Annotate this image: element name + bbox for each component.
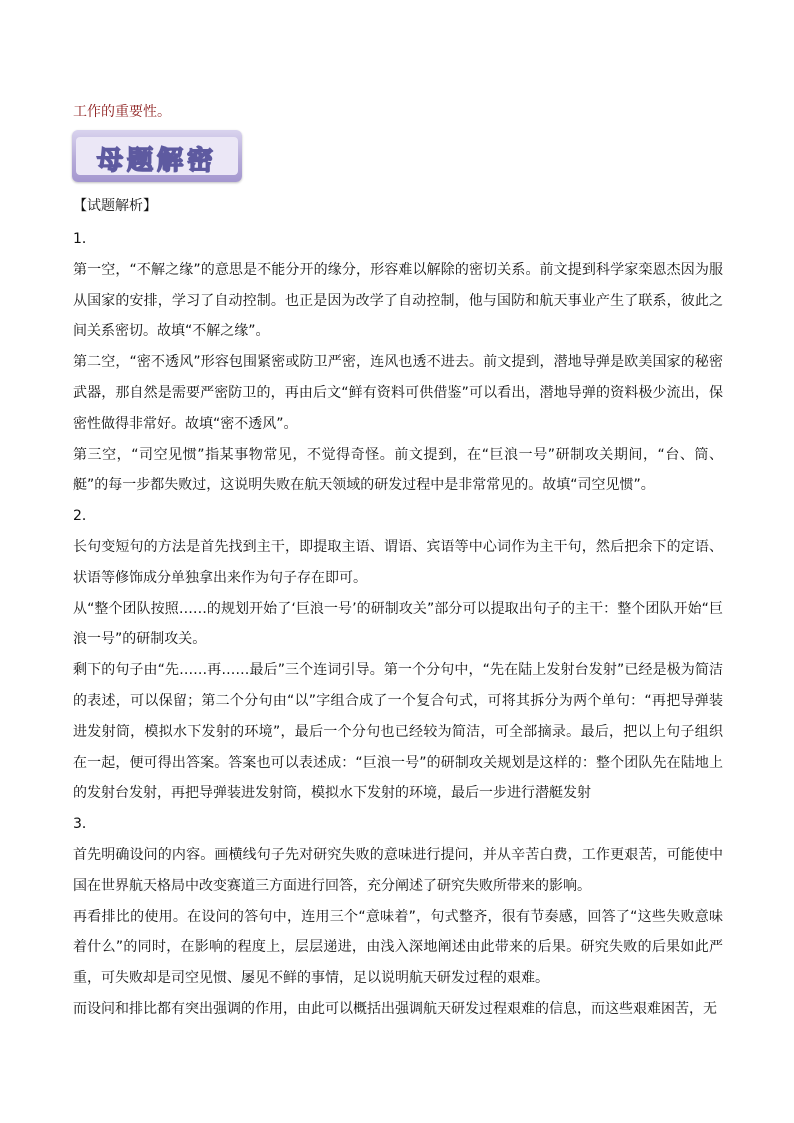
paragraph-1-2: 第二空，“密不透风”形容包围紧密或防卫严密，连风也透不进去。前文提到，潜地导弹是欧美国家的秘密武器，那自然是需要严密防卫的，再由后文“鲜有资料可供借鉴”可以看出，潜地导弹的资料极少流出，保密性做得非常好。故填“密不透风”。 [73, 354, 723, 432]
paragraph-2-1: 长句变短句的方法是首先找到主干，即提取主语、谓语、宾语等中心词作为主干句，然后把余下的定语、状语等修饰成分单独拿出来作为句子存在即可。 [73, 538, 723, 586]
paragraph-2-2: 从“整个团队按照……的规划开始了‘巨浪一号’的研制攻关”部分可以提取出句子的主干：整个团队开始“巨浪一号”的研制攻关。 [73, 600, 723, 648]
item-number-2: 2． [73, 508, 96, 525]
paragraph-2-3: 剩下的句子由“先……再……最后”三个连词引导。第一个分句中，“先在陆上发射台发射”已经是极为简洁的表述，可以保留；第二个分句由“以”字组合成了一个复合句式，可将其拆分为两个单句：“再把导弹装进发射筒，模拟水下发射的环境”，最后一个分句也已经较为简洁，可全部摘录。最后，把以上句子组织在一起，便可得出答案。答案也可以表述成：“巨浪一号”的研制攻关规划是这样的：整个团队先在陆地上的发射台发射，再把导弹装进发射筒，模拟水下发射的环境，最后一步进行潜艇发射 [73, 662, 723, 802]
banner-plate [76, 137, 238, 175]
item-number-3: 3． [73, 816, 96, 833]
paragraph-1-1: 第一空，“不解之缘”的意思是不能分开的缘分，形容难以解除的密切关系。前文提到科学家栾恩杰因为服从国家的安排，学习了自动控制。也正是因为改学了自动控制，他与国防和航天事业产生了联系，彼此之间关系密切。故填“不解之缘”。 [73, 261, 723, 340]
item-number-1: 1． [73, 231, 96, 247]
banner-text: 母题解密 [96, 146, 217, 176]
section-label: 【试题解析】 [73, 198, 157, 214]
paragraph-3-3: 而设问和排比都有突出强调的作用，由此可以概括出强调航天研发过程艰难的信息，而这些艰难困苦，无 [73, 1000, 717, 1017]
carryover-line: 工作的重要性。 [73, 104, 171, 120]
paragraph-1-3: 第三空，“司空见惯”指某事物常见，不觉得奇怪。前文提到，在“巨浪一号”研制攻关期间，“台、筒、艇”的每一步都失败过，这说明失败在航天领域的研发过程中是非常常见的。故填“司空见惯”。 [73, 446, 723, 494]
paragraph-3-1: 首先明确设问的内容。画横线句子先对研究失败的意味进行提问，并从辛苦白费，工作更艰苦，可能使中国在世界航天格局中改变赛道三方面进行回答，充分阐述了研究失败所带来的影响。 [73, 846, 723, 894]
mother-question-banner [72, 130, 242, 182]
analysis-body [73, 224, 723, 1025]
paragraph-3-2: 再看排比的使用。在设问的答句中，连用三个“意味着”，句式整齐，很有节奏感，回答了“这些失败意味着什么”的同时，在影响的程度上，层层递进，由浅入深地阐述由此带来的后果。研究失败的后果如此严重，可失败却是司空见惯、屡见不鲜的事情，足以说明航天研发过程的艰难。 [73, 908, 723, 987]
